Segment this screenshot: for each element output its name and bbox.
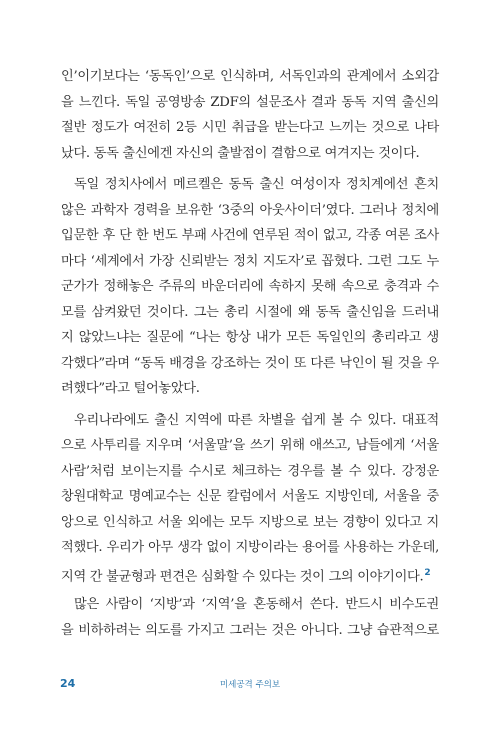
page-number: 24 — [60, 677, 76, 690]
body-text — [61, 64, 439, 643]
text-line-with-footnote — [61, 561, 439, 587]
text-line: 지역 간 불균형과 편견은 심화할 수 있다는 것이 그의 이야기이다. — [61, 568, 424, 584]
footnote-marker[interactable]: 2 — [424, 567, 431, 578]
text-line: 입문한 후 단 한 번도 부패 사건에 연루된 적이 없고, 각종 여론 조사 — [61, 228, 439, 243]
text-line: 사람’처럼 보이는지를 수시로 체크하는 경우를 볼 수 있다. 강정운 — [61, 463, 439, 479]
text-line: 군가가 정해놓은 주류의 바운더리에 속하지 못해 속으로 충격과 수 — [61, 279, 439, 294]
text-line: 절반 정도가 여전히 2등 시민 취급을 받는다고 느끼는 것으로 나타 — [61, 120, 439, 135]
text-line: 많은 사람이 ‘지방’과 ‘지역’을 혼동해서 쓴다. 반드시 비수도권 — [74, 597, 439, 612]
text-line: 려했다”라고 털어놓았다. — [61, 381, 200, 396]
text-line: 인’이기보다는 ‘동독인’으로 인식하며, 서독인과의 관계에서 소외감 — [61, 69, 439, 84]
text-line: 났다. 동독 출신에겐 자신의 출발점이 결함으로 여겨지는 것이다. — [61, 145, 420, 161]
text-line: 을 느낀다. 독일 공영방송 ZDF의 설문조사 결과 동독 지역 출신의 — [61, 94, 439, 110]
page-footer — [0, 677, 500, 693]
running-title: 미세공격 주의보 — [219, 680, 281, 690]
text-line: 우리나라에도 출신 지역에 따른 차별을 쉽게 볼 수 있다. 대표적 — [74, 412, 439, 428]
text-line: 으로 사투리를 지우며 ‘서울말’을 쓰기 위해 애쓰고, 남들에게 ‘서울 — [61, 438, 439, 453]
text-line: 각했다”라며 “동독 배경을 강조하는 것이 또 다른 낙인이 될 것을 우 — [61, 355, 439, 371]
text-line: 지 않았느냐는 질문에 “나는 항상 내가 모든 독일인의 총리라고 생 — [61, 330, 439, 345]
text-line: 독일 정치사에서 메르켈은 동독 출신 여성이자 정치계에선 흔치 — [74, 177, 439, 192]
text-line: 앙으로 인식하고 서울 외에는 모두 지방으로 보는 경향이 있다고 지 — [61, 514, 439, 530]
text-line: 을 비하하려는 의도를 가지고 그러는 것은 아니다. 그냥 습관적으로 — [61, 622, 439, 638]
text-line: 적했다. 우리가 아무 생각 없이 지방이라는 용어를 사용하는 가운데, — [61, 540, 439, 555]
text-line: 창원대학교 명예교수는 신문 칼럼에서 서울도 지방인데, 서울을 중 — [61, 489, 439, 504]
text-line: 않은 과학자 경력을 보유한 ‘3중의 아웃사이더’였다. 그러나 정치에 — [61, 202, 439, 218]
text-line: 마다 ‘세계에서 가장 신뢰받는 정치 지도자’로 꼽혔다. 그런 그도 누 — [61, 253, 439, 269]
text-line: 모를 삼켜왔던 것이다. 그는 총리 시절에 왜 동독 출신임을 드러내 — [61, 304, 439, 320]
